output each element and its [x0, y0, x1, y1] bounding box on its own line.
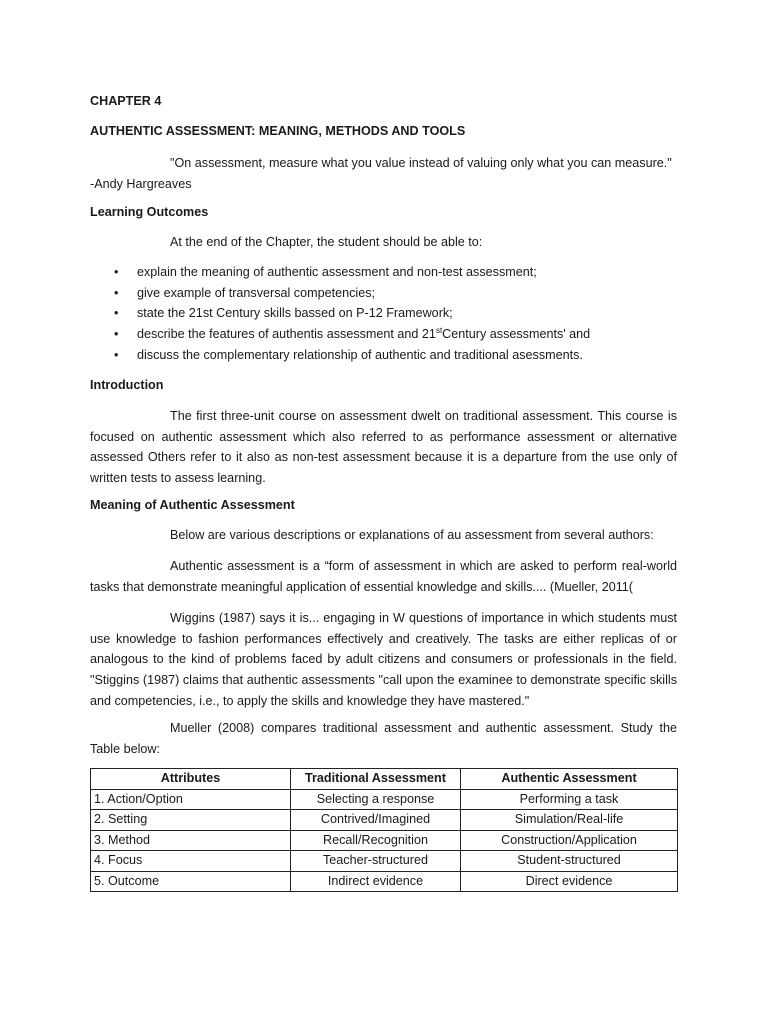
table-cell: Selecting a response	[291, 789, 461, 810]
meaning-paragraph-1: Below are various descriptions or explanations of au assessment from several authors:	[170, 528, 654, 542]
meaning-heading: Meaning of Authentic Assessment	[90, 498, 295, 512]
table-cell: 2. Setting	[91, 810, 291, 831]
table-header-row	[91, 769, 678, 790]
bullet-icon: •	[114, 306, 119, 321]
table-cell: Recall/Recognition	[291, 830, 461, 851]
table-cell: 1. Action/Option	[91, 789, 291, 810]
chapter-label: CHAPTER 4	[90, 94, 162, 108]
table-row	[91, 830, 678, 851]
bullet-icon: •	[114, 265, 119, 279]
table-row	[91, 851, 678, 872]
table-cell: Simulation/Real-life	[461, 810, 678, 831]
meaning-paragraph-2: Authentic assessment is a “form of assessment in which are asked to perform real-world tasks that demonstrate meaningful application of essential knowledge and skills.... (Mueller, 2011(	[90, 559, 677, 594]
bullet-icon: •	[114, 327, 119, 342]
table-row	[91, 810, 678, 831]
table-cell: Contrived/Imagined	[291, 810, 461, 831]
superscript: st	[435, 325, 443, 335]
table-cell: 5. Outcome	[91, 871, 291, 892]
table-cell: Teacher-structured	[291, 851, 461, 872]
introduction-paragraph: The first three-unit course on assessment dwelt on traditional assessment. This course is focused on authentic assessment which also referred to as performance assessment or alternative assessed Others refer to it also as non-test assessment because it is a departure from the use only of written tests to assess learning.	[90, 409, 677, 486]
bullet-icon: •	[114, 347, 119, 362]
meaning-paragraph-4: Mueller (2008) compares traditional assessment and authentic assessment. Study the Table below:	[90, 721, 677, 756]
table-row	[91, 789, 678, 810]
introduction-heading: Introduction	[90, 378, 164, 392]
list-item: • state the 21st Century skills bassed on P-12 Framework;	[90, 303, 677, 324]
learning-outcomes-heading: Learning Outcomes	[90, 205, 209, 219]
list-item: • discuss the complementary relationship of authentic and traditional asessments.	[90, 345, 677, 366]
table-cell: Direct evidence	[461, 871, 678, 892]
quote-text: "On assessment, measure what you value instead of valuing only what you can measure."	[170, 156, 672, 170]
table-cell: Construction/Application	[461, 830, 678, 851]
chapter-title: AUTHENTIC ASSESSMENT: MEANING, METHODS AND TOOLS	[90, 124, 466, 138]
meaning-paragraph-3: Wiggins (1987) says it is... engaging in W questions of importance in which students must use knowledge to fashion performances effectively and creatively. The tasks are either replicas of or analogous to the kind of problems faced by adult citizens and consumers or professionals in the field. "Stiggins (1987) claims that authentic assessments "call upon the examinee to demonstrate specific skills and competencies, i.e., to apply the skills and knowledge they have mastered."	[90, 611, 677, 708]
table-cell: 4. Focus	[91, 851, 291, 872]
bullet-icon: •	[114, 285, 119, 300]
learning-outcomes-intro: At the end of the Chapter, the student should be able to:	[170, 235, 483, 249]
list-item: • describe the features of authentis assessment and 21stCentury assessments' and	[90, 324, 677, 345]
table-cell: Student-structured	[461, 851, 678, 872]
quote-author: -Andy Hargreaves	[90, 176, 192, 191]
column-header: Traditional Assessment	[291, 769, 461, 790]
table-cell: Performing a task	[461, 789, 678, 810]
learning-outcomes-list	[90, 262, 677, 365]
table-row	[91, 871, 678, 892]
list-item: • explain the meaning of authentic assessment and non-test assessment;	[90, 262, 677, 283]
column-header: Attributes	[91, 769, 291, 790]
column-header: Authentic Assessment	[461, 769, 678, 790]
table-cell: Indirect evidence	[291, 871, 461, 892]
epigraph	[90, 153, 677, 194]
list-item: • give example of transversal competencies;	[90, 283, 677, 304]
table-cell: 3. Method	[91, 830, 291, 851]
comparison-table	[90, 768, 678, 892]
